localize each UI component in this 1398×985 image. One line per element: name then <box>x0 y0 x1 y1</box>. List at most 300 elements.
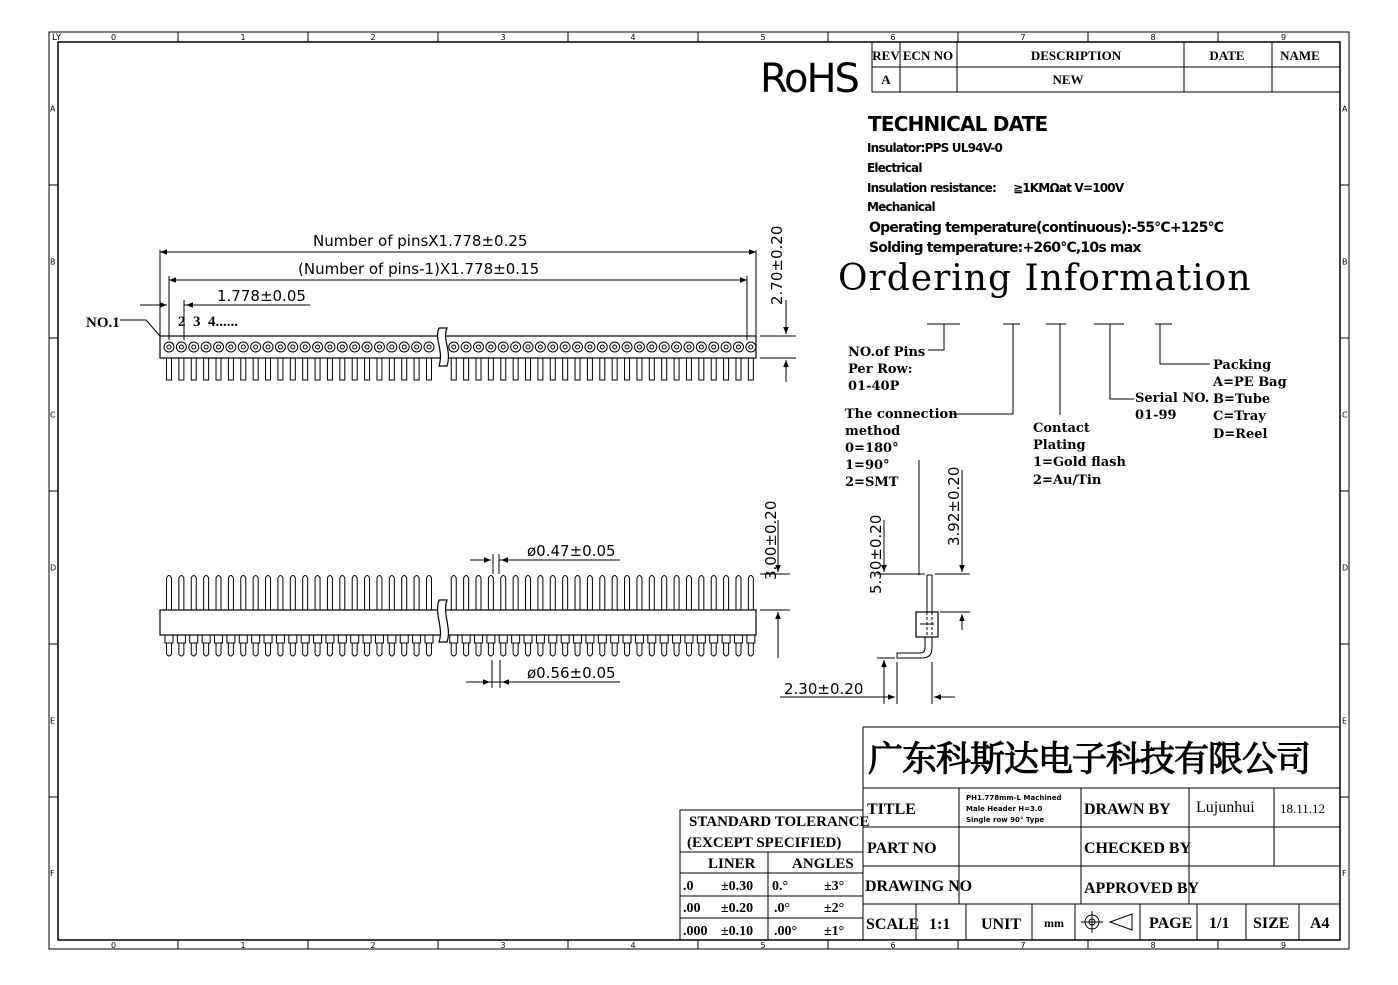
frame-row-label: D <box>1342 563 1349 573</box>
top-pin-ring <box>721 342 731 352</box>
top-pin-hole <box>402 345 406 349</box>
top-pin-ring <box>226 342 236 352</box>
dim-profile-offset: 2.30±0.20 <box>784 680 864 698</box>
frame-row-label: C <box>1342 410 1348 420</box>
side-pin-tail <box>451 643 456 656</box>
top-pin-leg <box>414 358 419 380</box>
top-pin-ring <box>325 342 335 352</box>
title-value-1: PH1.778mm-L Machined <box>966 794 1062 802</box>
size-value: A4 <box>1310 915 1330 932</box>
side-pin-collar <box>388 635 396 643</box>
technical-title: TECHNICAL DATE <box>868 112 1048 136</box>
frame-corner-label: LY <box>52 33 62 43</box>
side-pin-collar <box>549 635 557 643</box>
top-pin-leg <box>290 358 295 380</box>
top-pin-ring <box>560 342 570 352</box>
tolerance-r2-liner: .00 <box>683 901 701 916</box>
top-pin-ring <box>610 342 620 352</box>
frame-col-label: 8 <box>1150 941 1156 950</box>
top-pin-ring <box>498 342 508 352</box>
top-pin-ring <box>597 342 607 352</box>
side-pin-tail <box>191 643 196 656</box>
top-pin-leg <box>538 358 543 380</box>
break-marks <box>438 328 449 642</box>
frame-row-label: F <box>50 869 55 878</box>
top-pin-ring <box>486 342 496 352</box>
tolerance-r1-angle: 0.° <box>772 879 789 894</box>
tolerance-r1-liner: .0 <box>683 879 694 894</box>
top-pin-hole <box>217 345 221 349</box>
side-pin-collar <box>276 635 284 643</box>
projection-symbol-icon <box>1081 911 1132 933</box>
dim-side-height: 3.00±0.20 <box>762 500 780 580</box>
scale-label: SCALE <box>866 916 920 933</box>
side-pin-collar <box>177 635 185 643</box>
unit-value: mm <box>1044 916 1064 930</box>
frame-row-label: A <box>1342 104 1348 114</box>
side-pin-collar <box>190 635 198 643</box>
side-pin-post <box>340 576 345 611</box>
side-pin-post <box>538 576 543 611</box>
side-pin-post <box>662 576 667 611</box>
ordering-title: Ordering Information <box>838 258 1252 299</box>
top-pin-leg <box>526 358 531 380</box>
frame-col-label: 1 <box>240 33 246 42</box>
side-pin-post <box>228 576 233 611</box>
technical-mechanical: Mechanical <box>867 200 935 214</box>
ordering-serial-2: 01-99 <box>1135 408 1177 423</box>
side-pin-collar <box>215 635 223 643</box>
top-pin-hole <box>266 345 270 349</box>
side-pin-collar <box>697 635 705 643</box>
pin-one-label: NO.1 <box>86 315 120 331</box>
side-pin-post <box>649 576 654 611</box>
top-pin-ring <box>709 342 719 352</box>
frame-col-label: 2 <box>370 941 376 950</box>
side-pin-post <box>501 576 506 611</box>
top-pin-hole <box>514 345 518 349</box>
frame-row-label: E <box>50 716 56 726</box>
rev-header-description: DESCRIPTION <box>1030 48 1122 63</box>
side-pin-tail <box>352 643 357 656</box>
side-pin-tail <box>563 643 568 656</box>
dim-profile-total: 5.30±0.20 <box>867 514 885 594</box>
ordering-packing-4: C=Tray <box>1213 409 1266 424</box>
title-block <box>863 727 1340 940</box>
top-pin-hole <box>192 345 196 349</box>
top-pin-ring <box>263 342 273 352</box>
side-pin-tail <box>526 643 531 656</box>
top-pin-leg <box>563 358 568 380</box>
dim-top-diameter: ø0.47±0.05 <box>527 542 616 560</box>
side-pin-tail <box>414 643 419 656</box>
top-pin-ring <box>585 342 595 352</box>
top-pin-ring <box>251 342 261 352</box>
side-pin-collar <box>722 635 730 643</box>
frame-col-label: 9 <box>1280 941 1287 950</box>
side-view <box>160 501 790 688</box>
side-pin-collar <box>536 635 544 643</box>
top-pin-ring <box>696 342 706 352</box>
page-value: 1/1 <box>1209 915 1230 932</box>
tolerance-r2-angle-tol: ±2° <box>824 901 845 916</box>
top-pin-hole <box>278 345 282 349</box>
top-pin-hole <box>340 345 344 349</box>
ordering-pins-1: NO.of Pins <box>848 345 926 360</box>
top-pin-leg <box>365 358 370 380</box>
top-pin-hole <box>563 345 567 349</box>
ordering-packing-3: B=Tube <box>1213 392 1271 407</box>
side-pin-collar <box>475 635 483 643</box>
title-value-3: Single row 90° Type <box>966 816 1045 824</box>
tolerance-r2-angle: .0° <box>774 901 791 916</box>
profile-view <box>780 460 970 704</box>
side-pin-post <box>389 576 394 611</box>
part-no-label: PART NO <box>867 840 937 857</box>
top-pin-hole <box>377 345 381 349</box>
frame-col-label: 7 <box>1020 33 1026 42</box>
side-view-pins <box>165 576 755 657</box>
side-pin-collar <box>499 635 507 643</box>
side-pin-tail <box>637 643 642 656</box>
side-pin-tail <box>513 643 518 656</box>
side-pin-post <box>550 576 555 611</box>
side-pin-post <box>464 576 469 611</box>
top-pin-leg <box>340 358 345 380</box>
side-pin-collar <box>598 635 606 643</box>
drawn-by-name: Lujunhui <box>1196 799 1255 816</box>
top-pin-leg <box>699 358 704 380</box>
dim-top-height: 2.70±0.20 <box>768 225 786 305</box>
top-pin-ring <box>164 342 174 352</box>
top-pin-hole <box>736 345 740 349</box>
side-pin-tail <box>600 643 605 656</box>
side-pin-tail <box>748 643 753 656</box>
frame-col-label: 6 <box>890 33 896 42</box>
top-pin-hole <box>687 345 691 349</box>
top-pin-leg <box>426 358 431 380</box>
side-pin-tail <box>476 643 481 656</box>
dim-pitch: 1.778±0.05 <box>217 287 306 305</box>
side-pin-tail <box>538 643 543 656</box>
frame-col-label: 2 <box>370 33 376 42</box>
frame-row-label: F <box>1342 869 1347 878</box>
top-pin-leg <box>377 358 382 380</box>
top-pin-hole <box>501 345 505 349</box>
revision-table <box>872 42 1340 92</box>
top-pin-hole <box>291 345 295 349</box>
top-pin-ring <box>474 342 484 352</box>
side-pin-post <box>748 576 753 611</box>
top-pin-leg <box>327 358 332 380</box>
side-pin-post <box>686 576 691 611</box>
rev-header-date: DATE <box>1209 48 1245 63</box>
top-pin-hole <box>749 345 753 349</box>
side-pin-tail <box>402 643 407 656</box>
ordering-connection-4: 1=90° <box>845 458 890 473</box>
side-pin-collar <box>239 635 247 643</box>
side-pin-post <box>365 576 370 611</box>
page-label: PAGE <box>1149 915 1193 932</box>
side-pin-tail <box>389 643 394 656</box>
top-pin-hole <box>365 345 369 349</box>
top-pin-ring <box>573 342 583 352</box>
top-pin-ring <box>214 342 224 352</box>
frame-col-label: 4 <box>630 33 636 42</box>
frame-row-label: E <box>1342 716 1348 726</box>
top-pin-hole <box>316 345 320 349</box>
top-pin-ring <box>622 342 632 352</box>
top-pin-hole <box>662 345 666 349</box>
tolerance-r2-liner-tol: ±0.20 <box>721 901 754 916</box>
top-pin-leg <box>253 358 258 380</box>
side-pin-tail <box>340 643 345 656</box>
top-pin-leg <box>228 358 233 380</box>
side-pin-collar <box>338 635 346 643</box>
side-pin-tail <box>167 643 172 656</box>
tolerance-r3-liner: .000 <box>683 924 708 939</box>
dim-span-length: (Number of pins-1)X1.778±0.15 <box>298 260 540 278</box>
side-pin-collar <box>413 635 421 643</box>
top-pin-hole <box>167 345 171 349</box>
side-pin-tail <box>674 643 679 656</box>
top-pin-leg <box>600 358 605 380</box>
frame-col-label: 5 <box>760 941 766 950</box>
side-pin-post <box>600 576 605 611</box>
tolerance-table <box>680 810 869 940</box>
tolerance-header-liner: LINER <box>708 856 756 872</box>
top-pin-leg <box>464 358 469 380</box>
frame-col-label: 0 <box>110 33 117 42</box>
side-pin-tail <box>253 643 258 656</box>
side-pin-collar <box>710 635 718 643</box>
top-pin-hole <box>600 345 604 349</box>
frame-row-label: B <box>1342 257 1348 267</box>
side-pin-collar <box>747 635 755 643</box>
side-pin-post <box>612 576 617 611</box>
frame-col-label: 1 <box>240 941 246 950</box>
frame-row-label: D <box>50 563 57 573</box>
top-pin-leg <box>575 358 580 380</box>
side-pin-post <box>563 576 568 611</box>
top-pin-leg <box>736 358 741 380</box>
top-pin-hole <box>241 345 245 349</box>
side-pin-tail <box>266 643 271 656</box>
side-pin-post <box>526 576 531 611</box>
side-pin-collar <box>264 635 272 643</box>
top-pin-ring <box>189 342 199 352</box>
side-pin-collar <box>586 635 594 643</box>
top-pin-leg <box>402 358 407 380</box>
top-pin-leg <box>191 358 196 380</box>
side-pin-post <box>377 576 382 611</box>
top-pin-hole <box>303 345 307 349</box>
drawn-by-label: DRAWN BY <box>1084 801 1171 818</box>
unit-label: UNIT <box>981 916 1022 933</box>
top-pin-leg <box>662 358 667 380</box>
ordering-packing-1: Packing <box>1213 358 1272 373</box>
top-pin-leg <box>303 358 308 380</box>
top-pin-hole <box>204 345 208 349</box>
ordering-contact-1: Contact <box>1033 421 1090 436</box>
side-pin-post <box>179 576 184 611</box>
side-pin-collar <box>326 635 334 643</box>
rev-header-ecn: ECN NO <box>902 48 954 63</box>
top-pin-ring <box>461 342 471 352</box>
side-pin-collar <box>623 635 631 643</box>
top-pin-hole <box>675 345 679 349</box>
side-pin-post <box>216 576 221 611</box>
top-pin-ring <box>399 342 409 352</box>
tolerance-title-1: STANDARD TOLERANCE <box>689 814 870 830</box>
side-pin-collar <box>648 635 656 643</box>
top-pin-ring <box>300 342 310 352</box>
side-pin-collar <box>363 635 371 643</box>
side-pin-post <box>724 576 729 611</box>
top-pin-hole <box>328 345 332 349</box>
top-pin-ring <box>449 342 459 352</box>
technical-insulation-label: Insulation resistance: <box>867 181 997 195</box>
side-pin-post <box>266 576 271 611</box>
side-pin-tail <box>315 643 320 656</box>
side-pin-collar <box>314 635 322 643</box>
side-pin-post <box>711 576 716 611</box>
top-pin-leg <box>637 358 642 380</box>
frame-col-label: 5 <box>760 33 766 42</box>
side-pin-tail <box>241 643 246 656</box>
top-pin-ring <box>511 342 521 352</box>
top-pin-hole <box>724 345 728 349</box>
frame-col-label: 4 <box>630 941 636 950</box>
rev-row-description: NEW <box>1052 72 1084 87</box>
rohs-mark: RoHS <box>760 56 858 102</box>
ordering-contact-2: Plating <box>1033 438 1086 453</box>
side-pin-tail <box>228 643 233 656</box>
top-pin-hole <box>452 345 456 349</box>
side-pin-post <box>327 576 332 611</box>
top-pin-leg <box>241 358 246 380</box>
top-pin-leg <box>501 358 506 380</box>
side-pin-tail <box>662 643 667 656</box>
top-pin-ring <box>362 342 372 352</box>
top-pin-leg <box>625 358 630 380</box>
side-pin-collar <box>301 635 309 643</box>
side-pin-collar <box>685 635 693 643</box>
top-pin-leg <box>278 358 283 380</box>
tolerance-r3-angle-tol: ±1° <box>824 924 845 939</box>
top-pin-ring <box>275 342 285 352</box>
dim-profile-upper: 3.92±0.20 <box>945 466 963 546</box>
pin-number-labels: 2 3 4...... <box>178 314 238 330</box>
top-pin-hole <box>489 345 493 349</box>
top-pin-leg <box>587 358 592 380</box>
side-pin-tail <box>204 643 209 656</box>
top-pin-leg <box>266 358 271 380</box>
side-pin-tail <box>488 643 493 656</box>
top-pin-ring <box>746 342 756 352</box>
frame-row-label: A <box>50 104 56 114</box>
side-pin-post <box>426 576 431 611</box>
side-pin-tail <box>426 643 431 656</box>
ordering-connection-5: 2=SMT <box>845 475 899 490</box>
side-pin-post <box>513 576 518 611</box>
side-pin-collar <box>227 635 235 643</box>
side-pin-tail <box>550 643 555 656</box>
top-pin-ring <box>523 342 533 352</box>
tolerance-r3-angle: .00° <box>774 924 798 939</box>
technical-data <box>867 112 1224 256</box>
side-pin-tail <box>736 643 741 656</box>
side-pin-tail <box>612 643 617 656</box>
ordering-contact-3: 1=Gold flash <box>1033 455 1126 470</box>
side-pin-collar <box>734 635 742 643</box>
top-pin-hole <box>229 345 233 349</box>
top-pin-hole <box>699 345 703 349</box>
side-pin-post <box>290 576 295 611</box>
frame-col-label: 0 <box>110 941 117 950</box>
dim-bottom-diameter: ø0.56±0.05 <box>527 664 616 682</box>
top-pin-hole <box>526 345 530 349</box>
side-pin-collar <box>400 635 408 643</box>
ordering-connection-1: The connection <box>845 407 958 422</box>
ordering-information <box>838 258 1287 490</box>
top-view-pins <box>164 342 756 380</box>
approved-by-label: APPROVED BY <box>1084 880 1200 897</box>
top-pin-leg <box>216 358 221 380</box>
drawn-date: 18.11.12 <box>1280 801 1326 816</box>
side-pin-collar <box>202 635 210 643</box>
top-pin-ring <box>238 342 248 352</box>
top-pin-hole <box>650 345 654 349</box>
side-pin-post <box>241 576 246 611</box>
side-pin-post <box>637 576 642 611</box>
top-pin-leg <box>167 358 172 380</box>
top-pin-ring <box>337 342 347 352</box>
side-pin-post <box>674 576 679 611</box>
top-pin-ring <box>424 342 434 352</box>
side-pin-collar <box>524 635 532 643</box>
top-pin-leg <box>711 358 716 380</box>
side-pin-tail <box>290 643 295 656</box>
side-pin-post <box>204 576 209 611</box>
side-pin-post <box>488 576 493 611</box>
top-pin-leg <box>513 358 518 380</box>
side-pin-collar <box>252 635 260 643</box>
top-pin-leg <box>686 358 691 380</box>
side-pin-collar <box>375 635 383 643</box>
top-pin-ring <box>647 342 657 352</box>
top-pin-hole <box>712 345 716 349</box>
side-pin-collar <box>611 635 619 643</box>
side-pin-collar <box>462 635 470 643</box>
side-pin-post <box>625 576 630 611</box>
side-pin-tail <box>278 643 283 656</box>
top-pin-ring <box>733 342 743 352</box>
side-pin-tail <box>464 643 469 656</box>
top-pin-hole <box>588 345 592 349</box>
top-pin-leg <box>352 358 357 380</box>
top-pin-hole <box>477 345 481 349</box>
side-pin-collar <box>450 635 458 643</box>
ordering-pins-3: 01-40P <box>848 379 900 394</box>
rev-header-name: NAME <box>1280 48 1320 63</box>
top-pin-hole <box>576 345 580 349</box>
top-pin-ring <box>535 342 545 352</box>
side-pin-tail <box>699 643 704 656</box>
ordering-contact-4: 2=Au/Tin <box>1033 473 1102 488</box>
side-pin-tail <box>377 643 382 656</box>
top-pin-hole <box>538 345 542 349</box>
